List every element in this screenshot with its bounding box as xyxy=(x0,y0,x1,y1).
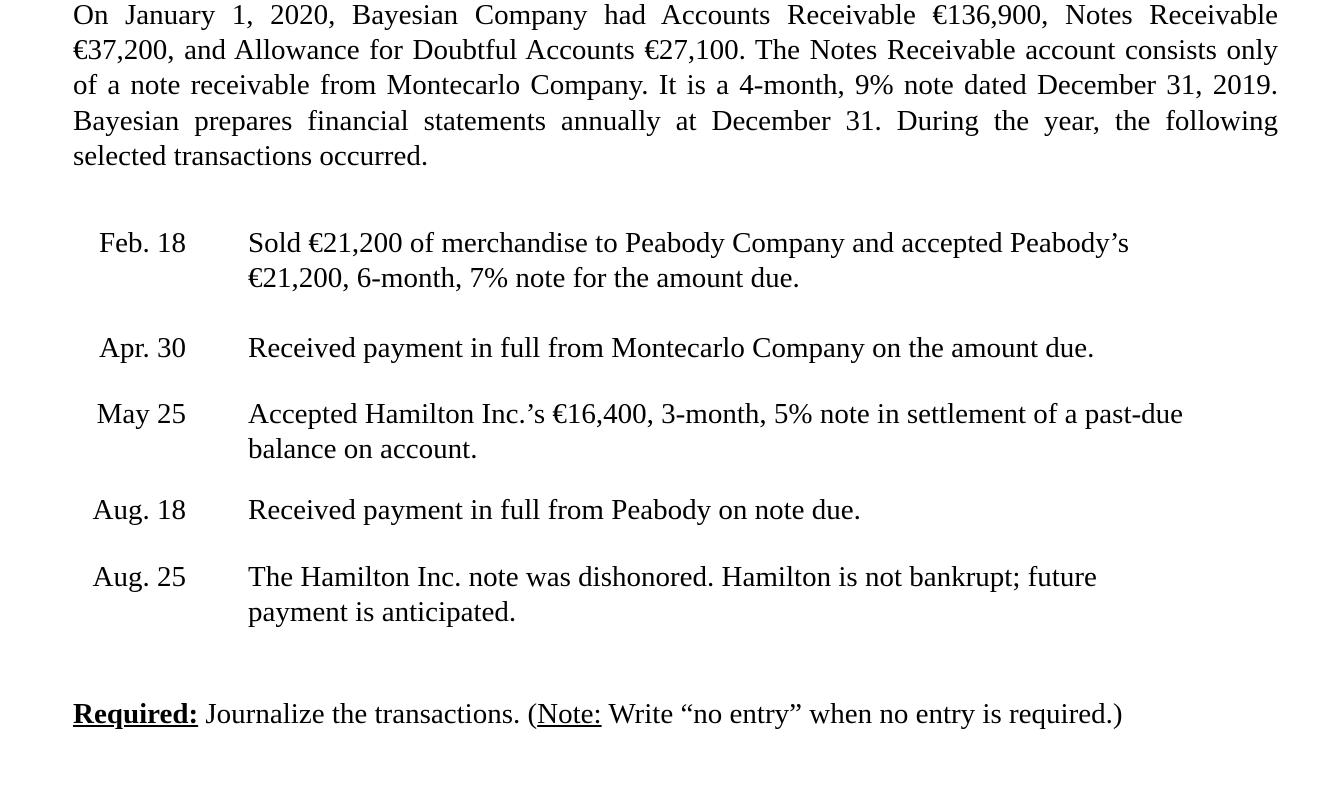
intro-paragraph: On January 1, 2020, Bayesian Company had Accounts Receivable €136,900, Notes Receivable €37,200, and Allowance for Doubtful Accounts €27,100. The Notes Receivable account consists only of a note receivable from Montecarlo Company. It is a 4-month, 9% note dated December 31, 2019. Bayesian prepares financial statements annually at December 31. During the year, the following selected transactions occurred. xyxy=(73,0,1278,172)
transaction-description: Received payment in full from Peabody on note due. xyxy=(248,494,861,526)
transaction-date: May 25 xyxy=(96,398,186,430)
transaction-date: Feb. 18 xyxy=(99,227,186,259)
required-text: Journalize the transactions. ( xyxy=(198,698,538,730)
transaction-description: Received payment in full from Montecarlo Company on the amount due. xyxy=(248,332,1095,364)
transaction-date: Aug. 18 xyxy=(92,494,186,526)
note-text: Write “no entry” when no entry is required.) xyxy=(601,698,1123,730)
transaction-description: The Hamilton Inc. note was dishonored. Hamilton is not bankrupt; future payment is anticipated. xyxy=(248,561,1097,628)
transaction-date: Apr. 30 xyxy=(99,332,186,364)
transaction-date: Aug. 25 xyxy=(92,561,186,593)
transaction-description: Sold €21,200 of merchandise to Peabody Company and accepted Peabody’s €21,200, 6-month, 7% note for the amount due. xyxy=(248,227,1130,294)
required-label: Required: xyxy=(73,698,199,730)
transaction-description: Accepted Hamilton Inc.’s €16,400, 3-month, 5% note in settlement of a past-due balance on account. xyxy=(248,398,1184,465)
note-label: Note: xyxy=(537,698,602,730)
required-instruction xyxy=(73,697,1123,732)
